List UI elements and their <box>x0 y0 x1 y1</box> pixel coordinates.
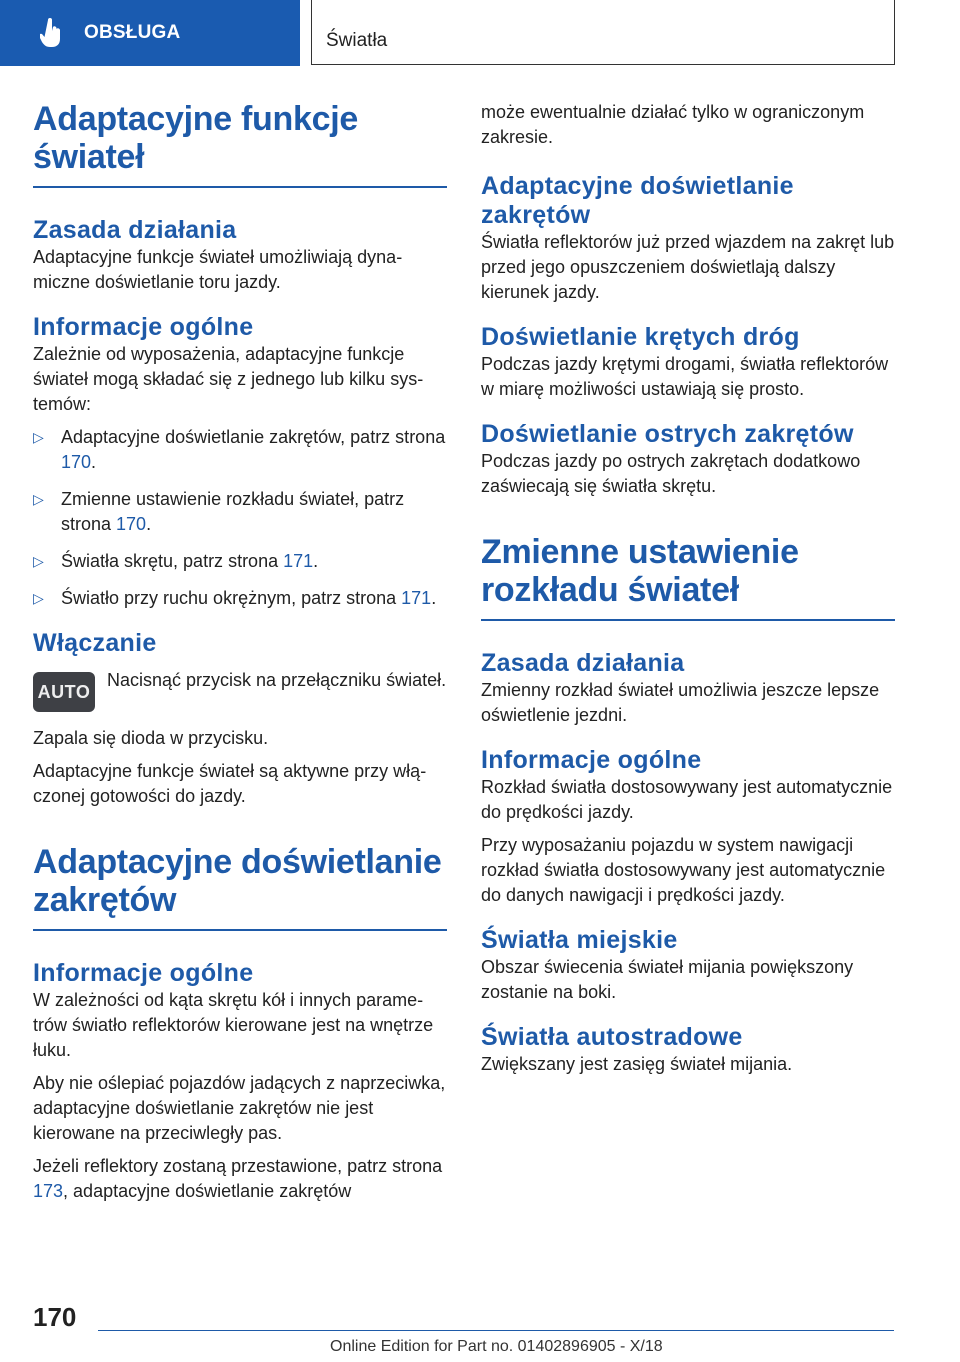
page-link[interactable]: 170 <box>116 514 147 534</box>
heading-general-info: Informacje ogólne <box>33 313 254 341</box>
heading-variable-light: Zmienne ustawienie rozkładu świateł <box>481 533 895 621</box>
page-link[interactable]: 173 <box>33 1181 64 1201</box>
heading-motorway-lights: Światła autostradowe <box>481 1023 743 1051</box>
sharp-bends-text: Podczas jazdy po ostrych zakrętach dodatkowo zaświecają się światła skrętu. <box>481 451 861 496</box>
principle-text-2: Zmienny rozkład świateł umożliwia jeszcze lepsze oświetlenie jezdni. <box>481 680 880 725</box>
general-info-text: Zależnie od wyposażenia, adaptacyjne funkcje świateł mogą składać się z jednego lub kilku systemów: <box>33 344 424 414</box>
section-title: Światła <box>326 30 388 51</box>
triangle-bullet-icon: ▷ <box>33 491 44 507</box>
navigation-text: Przy wyposażaniu pojazdu w system nawigacji rozkład światła dostosowywany jest automatycznie do danych nawigacji i prędkości jazdy. <box>481 835 886 905</box>
triangle-bullet-icon: ▷ <box>33 590 44 606</box>
left-column <box>33 100 447 1204</box>
heading-switching-on: Włączanie <box>33 629 157 657</box>
heading-principle: Zasada działania <box>33 216 237 244</box>
page-link[interactable]: 170 <box>61 452 92 472</box>
list-item: ▷ Zmienne ustawienie rozkładu świateł, patrz strona 170. <box>33 489 405 534</box>
heading-principle-2: Zasada działania <box>481 649 685 677</box>
page-number: 170 <box>33 1302 77 1332</box>
page-link[interactable]: 171 <box>283 551 314 571</box>
heading-general-info-3: Informacje ogólne <box>481 746 702 774</box>
active-text: Adaptacyjne funkcje świateł są aktywne przy włączonej gotowości do jazdy. <box>33 761 427 806</box>
heading-adaptive-cornering: Adaptacyjne doświetlanie zakrętów <box>33 843 447 931</box>
auto-button-row <box>33 668 447 712</box>
section-header <box>311 0 895 65</box>
reference-list <box>33 425 447 611</box>
heading-general-info-2: Informacje ogólne <box>33 959 254 987</box>
city-lights-text: Obszar świecenia świateł mijania powiększony zostanie na boki. <box>481 957 854 1002</box>
footer-divider <box>98 1330 894 1331</box>
auto-instruction: Nacisnąć przycisk na przełączniku świateł. <box>107 670 447 690</box>
heading-adaptive-cornering-sub: Adaptacyjne doświetlanie zakrętów <box>481 172 794 229</box>
tab-label: OBSŁUGA <box>84 22 181 43</box>
winding-roads-text: Podczas jazdy krętymi drogami, światła reflektorów w miarę możliwości ustawiają się prosto. <box>481 354 889 399</box>
list-item: ▷ Światła skrętu, patrz strona 171. <box>33 549 447 574</box>
right-column <box>481 100 895 1077</box>
general-info-text-3: Rozkład światła dostosowywany jest automatycznie do prędkości jazdy. <box>481 777 893 822</box>
adaptive-cornering-text: Światła reflektorów już przed wjazdem na zakręt lub przed jego opuszczeniem doświetlają dalszy kierunek jazdy. <box>481 232 895 302</box>
led-text: Zapala się dioda w przycisku. <box>33 728 269 748</box>
cornering-text-1: W zależności od kąta skrętu kół i innych parametrów światło reflektorów kierowane jest na wnętrze łuku. <box>33 990 434 1060</box>
list-item: ▷ Światło przy ruchu okrężnym, patrz strona 171. <box>33 586 447 611</box>
auto-button-icon: AUTO <box>33 672 95 712</box>
cornering-text-3: Jeżeli reflektory zostaną przestawione, patrz strona 173, adaptacyjne doświetlanie zakrętów <box>33 1156 443 1201</box>
triangle-bullet-icon: ▷ <box>33 553 44 569</box>
triangle-bullet-icon: ▷ <box>33 429 44 445</box>
heading-sharp-bends: Doświetlanie ostrych zakrętów <box>481 420 854 448</box>
cornering-text-2: Aby nie oślepiać pojazdów jadących z naprzeciwka, adaptacyjne doświetlanie zakrętów nie jest kierowane na przeciwległy pas. <box>33 1073 446 1143</box>
heading-city-lights: Światła miejskie <box>481 926 678 954</box>
heading-winding-roads: Doświetlanie krętych dróg <box>481 323 800 351</box>
principle-text: Adaptacyjne funkcje świateł umożliwiają dynamiczne doświetlanie toru jazdy. <box>33 247 403 292</box>
continued-text: może ewentualnie działać tylko w ograniczonym zakresie. <box>481 102 865 147</box>
edition-footer: Online Edition for Part no. 01402896905 - X/18 <box>330 1338 663 1355</box>
list-item: ▷ Adaptacyjne doświetlanie zakrętów, patrz strona 170. <box>33 427 446 472</box>
motorway-lights-text: Zwiększany jest zasięg świateł mijania. <box>481 1054 793 1074</box>
heading-adaptive-functions: Adaptacyjne funkcje świateł <box>33 100 447 188</box>
section-tab[interactable] <box>0 0 300 66</box>
page-link[interactable]: 171 <box>401 588 432 608</box>
hand-pointer-icon <box>40 18 64 48</box>
